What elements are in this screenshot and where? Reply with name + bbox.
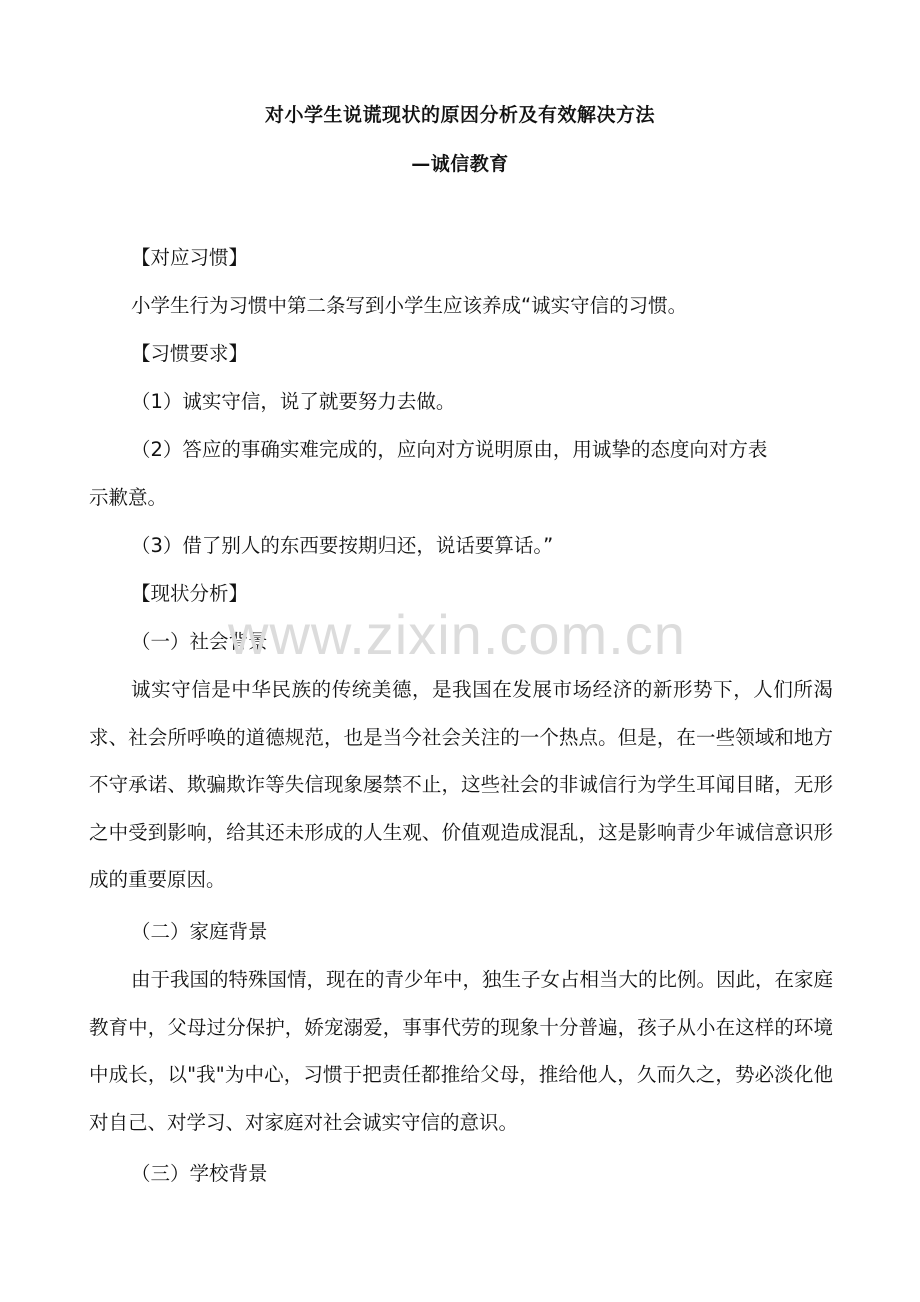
requirement-2-line-2: 示歉意。 bbox=[89, 486, 168, 509]
section-social-background: （一）社会背景 bbox=[131, 630, 268, 653]
requirement-1: （1）诚实守信，说了就要努力去做。 bbox=[131, 390, 456, 413]
document-title: 对小学生说谎现状的原因分析及有效解决方法 bbox=[264, 104, 655, 126]
heading-requirements: 【习惯要求】 bbox=[131, 342, 249, 365]
paragraph-family: 由于我国的特殊国情，现在的青少年中，独生子女占相当大的比例。因此，在家庭教育中，父母过分保护，娇宠溺爱，事事代劳的现象十分普遍，孩子从小在这样的环境中成长，以"我"为中心，习惯于把责任都推给父母，推给他人，久而久之，势必淡化他对自己、对学习、对家庭对社会诚实守信的意识。 bbox=[89, 968, 834, 1134]
paragraph-social: 诚实守信是中华民族的传统美德，是我国在发展市场经济的新形势下，人们所渴求、社会所呼唤的道德规范，也是当今社会关注的一个热点。但是，在一些领域和地方不守承诺、欺骗欺诈等失信现象屡禁不止，这些社会的非诚信行为学生耳闻目睹，无形之中受到影响，给其还未形成的人生观、价值观造成混乱，这是影响青少年诚信意识形成的重要原因。 bbox=[89, 678, 833, 891]
section-family-background: （二）家庭背景 bbox=[131, 920, 268, 943]
habit-text: 小学生行为习惯中第二条写到小学生应该养成“诚实守信的习惯。 bbox=[131, 294, 688, 317]
heading-habit: 【对应习惯】 bbox=[131, 246, 249, 269]
section-school-background: （三）学校背景 bbox=[131, 1162, 268, 1185]
watermark: www.zixin.com.cn bbox=[228, 603, 686, 666]
requirement-2-line-1: （2）答应的事确实难完成的，应向对方说明原由，用诚挚的态度向对方表 bbox=[131, 438, 768, 461]
document-subtitle: —诚信教育 bbox=[411, 153, 509, 175]
requirement-3: （3）借了别人的东西要按期归还，说话要算话。” bbox=[131, 534, 554, 557]
heading-analysis: 【现状分析】 bbox=[131, 582, 249, 605]
